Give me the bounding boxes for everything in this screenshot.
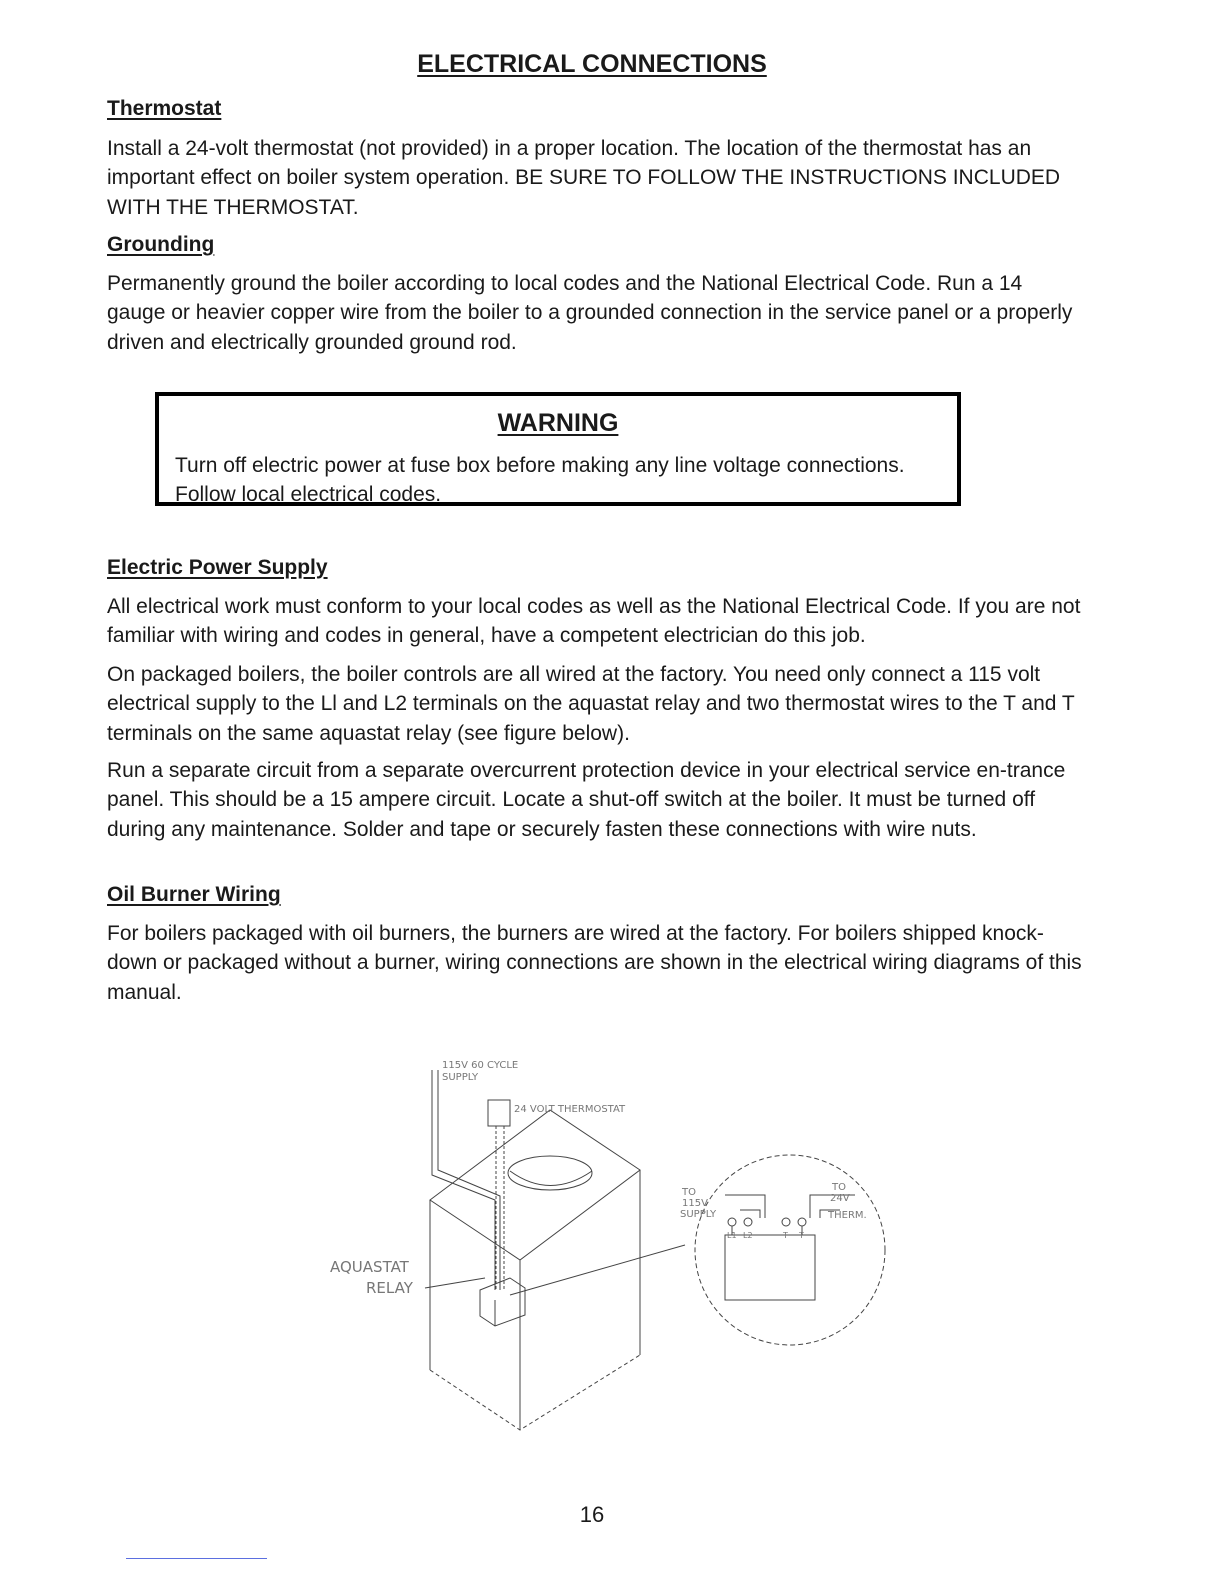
detail-circle — [695, 1155, 885, 1345]
supply-label-line1: 115V 60 CYCLE — [442, 1060, 519, 1071]
boiler-top-opening — [508, 1156, 592, 1190]
heading-oil-burner-wiring: Oil Burner Wiring — [107, 883, 281, 906]
terminal-t2: T — [799, 1231, 804, 1240]
supply-label-line2: SUPPLY — [442, 1072, 479, 1083]
aquastat-label-line1: AQUASTAT — [330, 1258, 409, 1276]
paragraph-power-supply-3: Run a separate circuit from a separate overcurrent protection device in your electrical service en-trance panel. This should be a 15 ampere circuit. Locate a shut-off switch at the boiler. It must be turned off during any maintenance. Solder and tape or securely fasten these connections with wire nuts. — [107, 759, 1066, 841]
aquastat-label-line2: RELAY — [366, 1279, 413, 1297]
heading-grounding: Grounding — [107, 233, 215, 256]
detail-right-label-2: 24V — [830, 1193, 850, 1204]
paragraph-oil-burner: For boilers packaged with oil burners, the burners are wired at the factory. For boilers shipped knock-down or packaged without a burner, wiring connections are shown in the electrical wiring diagrams of this manual. — [107, 922, 1082, 1004]
warning-box — [155, 392, 961, 506]
detail-right-label-1: TO — [832, 1182, 846, 1193]
warning-text: Turn off electric power at fuse box before making any line voltage connections. Follow local electrical codes. — [175, 454, 905, 506]
boiler-top-face — [430, 1110, 640, 1260]
page-title: ELECTRICAL CONNECTIONS — [417, 50, 767, 78]
thermostat-label: 24 VOLT THERMOSTAT — [514, 1104, 626, 1115]
detail-left-label-1: TO — [682, 1187, 696, 1198]
paragraph-power-supply-2: On packaged boilers, the boiler controls are all wired at the factory. You need only connect a 115 volt electrical supply to the Ll and L2 terminals on the aquastat relay and two thermostat wires to the T and T terminals on the same aquastat relay (see figure below). — [107, 663, 1075, 745]
warning-title: WARNING — [497, 409, 619, 437]
thermostat-box — [488, 1100, 510, 1126]
terminal-t1: T — [783, 1231, 788, 1240]
detail-left-label-3: SUPPLY — [680, 1209, 717, 1220]
page-number: 16 — [579, 1502, 605, 1527]
footer-rule — [126, 1558, 267, 1559]
paragraph-grounding: Permanently ground the boiler according to local codes and the National Electrical Code. Run a 14 gauge or heavier copper wire from the boiler to a grounded connection in the service panel or a properly driven and electrically grounded ground rod. — [107, 272, 1073, 354]
aquastat-relay-box — [480, 1278, 525, 1326]
boiler-wiring-figure — [320, 1050, 900, 1440]
detail-right-label-3: THERM. — [828, 1210, 867, 1221]
paragraph-power-supply-1: All electrical work must conform to your local codes as well as the National Electrical Code. If you are not familiar with wiring and codes in general, have a competent electrician do this job. — [107, 595, 1081, 648]
supply-wire — [432, 1070, 495, 1290]
heading-thermostat: Thermostat — [107, 97, 222, 120]
terminal-l1: L1 — [727, 1231, 737, 1240]
detail-left-label-2: 115V — [682, 1198, 708, 1209]
heading-electric-power-supply: Electric Power Supply — [107, 556, 328, 579]
terminal-l2: L2 — [743, 1231, 753, 1240]
paragraph-thermostat: Install a 24-volt thermostat (not provided) in a proper location. The location of the thermostat has an important effect on boiler system operation. BE SURE TO FOLLOW THE INSTRUCTIONS INCLUDED WITH THE THERMOSTAT. — [107, 137, 1061, 219]
